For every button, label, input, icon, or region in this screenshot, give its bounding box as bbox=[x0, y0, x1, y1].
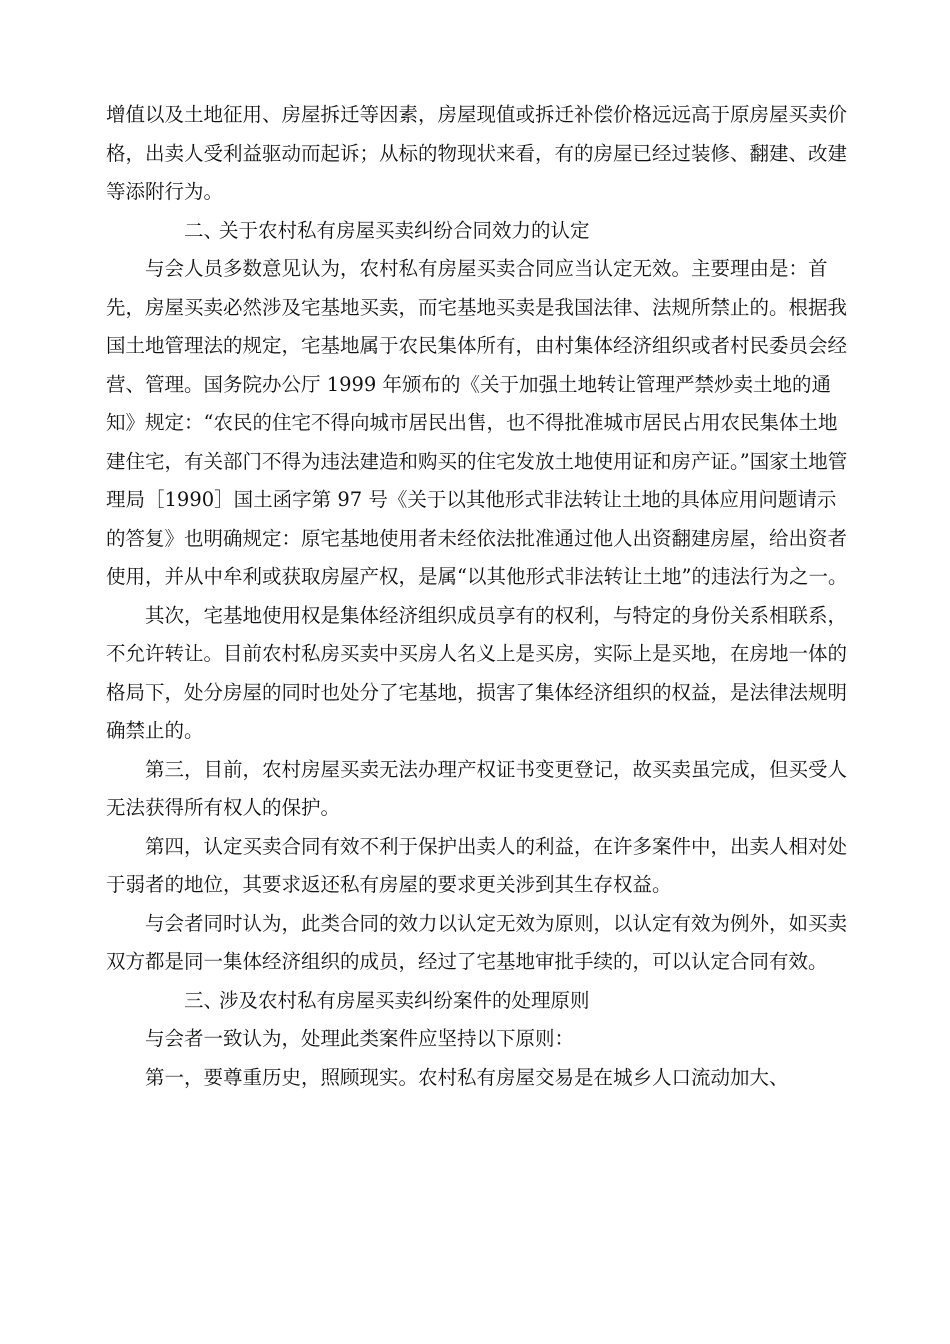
document-body bbox=[106, 96, 850, 1097]
paragraph-continued: 增值以及土地征用、房屋拆迁等因素，房屋现值或拆迁补偿价格远远高于原房屋买卖价格，出卖人受利益驱动而起诉；从标的物现状来看，有的房屋已经过装修、翻建、改建等添附行为。 bbox=[106, 103, 848, 203]
paragraph: 第四，认定买卖合同有效不利于保护出卖人的利益，在许多案件中，出卖人相对处于弱者的地位，其要求返还私有房屋的要求更关涉到其生存权益。 bbox=[106, 834, 848, 896]
paragraph: 与会者同时认为，此类合同的效力以认定无效为原则，以认定有效为例外，如买卖双方都是同一集体经济组织的成员，经过了宅基地审批手续的，可以认定合同有效。 bbox=[106, 911, 848, 973]
section-heading-3 bbox=[106, 982, 850, 1021]
paragraph: 第三，目前，农村房屋买卖无法办理产权证书变更登记，故买卖虽完成，但买受人无法获得所有权人的保护。 bbox=[106, 757, 848, 819]
paragraph: 其次，宅基地使用权是集体经济组织成员享有的权利，与特定的身份关系相联系，不允许转让。目前农村私房买卖中买房人名义上是买房，实际上是买地，在房地一体的格局下，处分房屋的同时也处分了宅基地，损害了集体经济组织的权益，是法律法规明确禁止的。 bbox=[106, 603, 848, 742]
paragraph: 与会人员多数意见认为，农村私有房屋买卖合同应当认定无效。主要理由是：首先，房屋买卖必然涉及宅基地买卖，而宅基地买卖是我国法律、法规所禁止的。根据我国土地管理法的规定，宅基地属于农民集体所有，由村集体经济组织或者村民委员会经营、管理。国务院办公厅 1999 年颁布的《关于加强土地转让管理严禁炒卖土地的通知》规定：“农民的住宅不得向城市居民出售，也不得批准城市居民占用农民集体土地建住宅，有关部门不得为违法建造和购买的住宅发放土地使用证和房产证。”国家土地管理局［1990］国土函字第 97 号《关于以其他形式非法转让土地的具体应用问题请示的答复》也明确规定：原宅基地使用者未经依法批准通过他人出资翻建房屋，给出资者使用，并从中牟利或获取房屋产权，是属“以其他形式非法转让土地”的违法行为之一。 bbox=[106, 257, 848, 588]
section-title: 关于农村私有房屋买卖纠纷合同效力的认定 bbox=[219, 218, 590, 242]
section-heading-2 bbox=[106, 212, 850, 251]
section-number: 三、 bbox=[184, 988, 224, 1012]
paragraph: 第一，要尊重历史，照顾现实。农村私有房屋交易是在城乡人口流动加大、 bbox=[145, 1065, 789, 1089]
section-number: 二、 bbox=[184, 218, 224, 242]
paragraph: 与会者一致认为，处理此类案件应坚持以下原则： bbox=[145, 1027, 575, 1050]
section-title: 涉及农村私有房屋买卖纠纷案件的处理原则 bbox=[219, 988, 590, 1012]
